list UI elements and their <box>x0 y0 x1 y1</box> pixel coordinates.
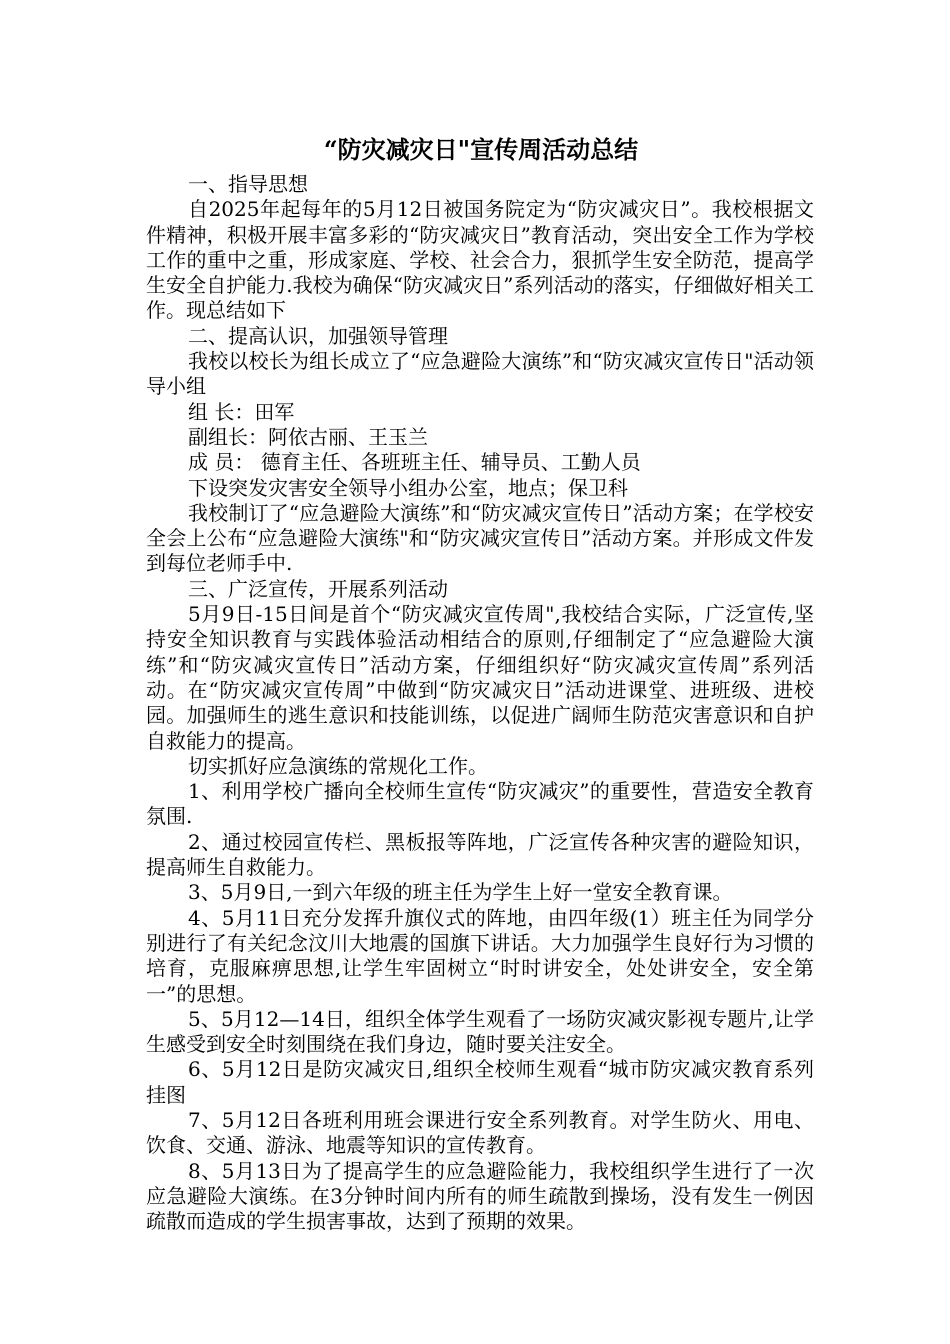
paragraph-introduction: 自2025年起每年的5月12日被国务院定为“防灾减灾日”。我校根据文件精神，积极开展丰富多彩的“防灾减灾日”教育活动，突出安全工作为学校工作的重中之重，形成家庭、学校、社会合力，狠抓学生安全防范，提高学生安全自护能力.我校为确保“防灾减灾日”系列活动的落实，仔细做好相关工作。现总结如下 <box>146 197 814 323</box>
document-body <box>146 172 814 1234</box>
document-title: “防灾减灾日"宣传周活动总结 <box>323 135 639 164</box>
list-item-1: 1、利用学校广播向全校师生宣传“防灾减灾”的重要性，营造安全教育氛围. <box>146 779 814 829</box>
list-item-2: 2、通过校园宣传栏、黑板报等阵地，广泛宣传各种灾害的避险知识，提高师生自救能力。 <box>146 829 814 880</box>
list-item-8: 8、5月13日为了提高学生的应急避险能力，我校组织学生进行了一次应急避险大演练。在3分钟时间内所有的师生疏散到操场，没有发生一例因疏散而造成的学生损害事故，达到了预期的效果。 <box>146 1158 814 1234</box>
group-leader-line: 组 长：田军 <box>188 399 295 424</box>
list-item-6: 6、5月12日是防灾减灾日,组织全校师生观看“城市防灾减灾教育系列挂图 <box>146 1057 814 1107</box>
list-item-3: 3、5月9日,一到六年级的班主任为学生上好一堂安全教育课。 <box>188 880 733 905</box>
list-item-5: 5、5月12—14日，组织全体学生观看了一场防灾减灾影视专题片,让学生感受到安全时刻围绕在我们身边，随时要关注安全。 <box>146 1006 814 1057</box>
office-line: 下设突发灾害安全领导小组办公室，地点；保卫科 <box>188 475 628 500</box>
section-heading-guiding-thought: 一、指导思想 <box>188 172 308 196</box>
paragraph-leadership-group: 我校以校长为组长成立了“应急避险大演练”和“防灾减灾宣传日"活动领导小组 <box>146 349 814 399</box>
paragraph-publicity-week: 5月9日-15日间是首个“防灾减灾宣传周",我校结合实际，广泛宣传,坚持安全知识教育与实践体验活动相结合的原则,仔细制定了“应急避险大演练”和“防灾减灾宣传日”活动方案，仔细组织好“防灾减灾宣传周”系列活动。在“防灾减灾宣传周”中做到“防灾减灾日”活动进课堂、进班级、进校园。加强师生的逃生意识和技能训练，以促进广阔师生防范灾害意识和自护自救能力的提高。 <box>146 602 814 753</box>
members-line: 成 员： 德育主任、各班班主任、辅导员、工勤人员 <box>188 450 641 475</box>
list-item-7: 7、5月12日各班利用班会课进行安全系列教育。对学生防火、用电、饮食、交通、游泳、地震等知识的宣传教育。 <box>146 1107 814 1158</box>
section-heading-leadership: 二、提高认识，加强领导管理 <box>188 323 448 348</box>
deputy-leader-line: 副组长：阿依古丽、王玉兰 <box>188 424 428 449</box>
section-heading-publicity: 三、广泛宣传，开展系列活动 <box>188 576 448 601</box>
paragraph-drill-routine: 切实抓好应急演练的常规化工作。 <box>188 753 488 778</box>
list-item-4: 4、5月11日充分发挥升旗仪式的阵地，由四年级(1）班主任为同学分别进行了有关纪念汶川大地震的国旗下讲话。大力加强学生良好行为习惯的培育，克服麻痹思想,让学生牢固树立“时时讲安全，处处讲安全，安全第一”的思想。 <box>146 905 814 1006</box>
paragraph-activity-plan: 我校制订了“应急避险大演练”和“防灾减灾宣传日”活动方案；在学校安全会上公布“应急避险大演练"和“防灾减灾宣传日”活动方案。并形成文件发到每位老师手中. <box>146 500 814 576</box>
